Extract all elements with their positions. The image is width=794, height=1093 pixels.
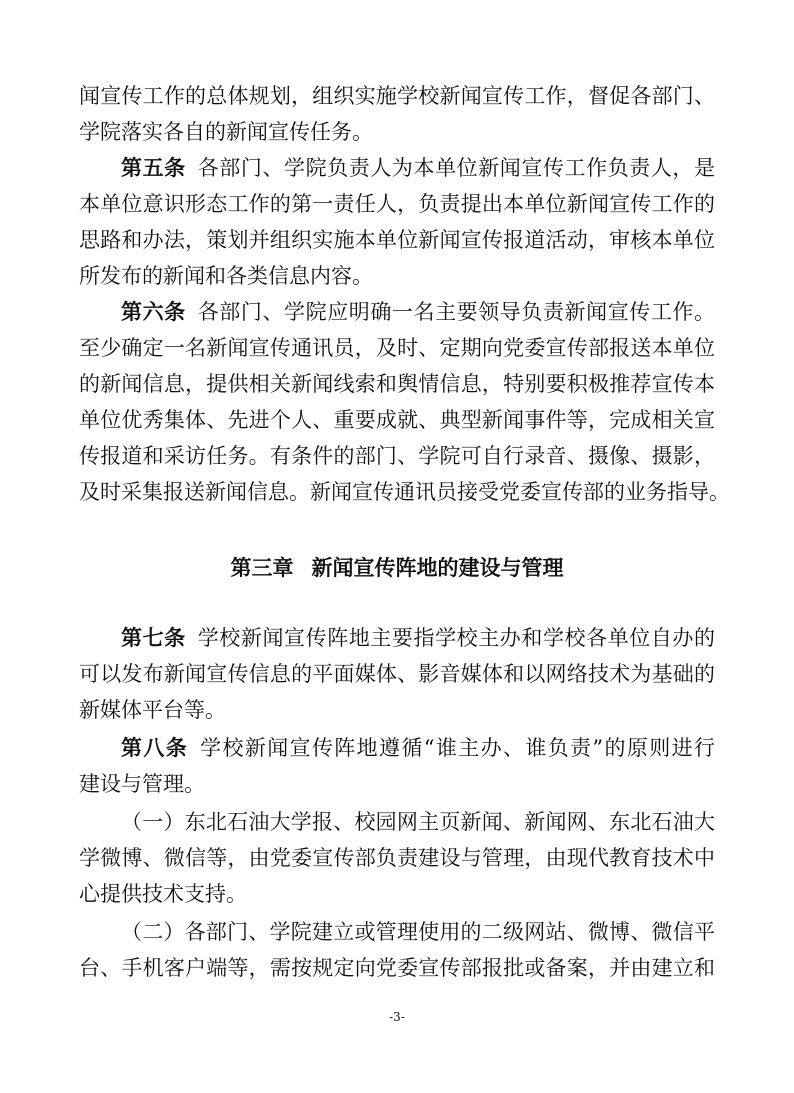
article-label: 第六条 <box>121 300 186 324</box>
paragraph-line: 的新闻信息，提供相关新闻线索和舆情信息，特别要积极推荐宣传本 <box>79 372 715 396</box>
article-6-first-line <box>121 294 715 330</box>
article-7-first-line <box>121 620 715 656</box>
chapter-title: 新闻宣传阵地的建设与管理 <box>311 556 564 580</box>
paragraph-line: 单位优秀集体、先进个人、重要成就、典型新闻事件等，完成相关宣 <box>79 408 715 432</box>
article-label: 第五条 <box>121 156 186 180</box>
paragraph-line: 思路和办法，策划并组织实施本单位新闻宣传报道活动，审核本单位 <box>79 228 715 252</box>
article-8-first-line <box>121 730 715 766</box>
paragraph-line: 学微博、微信等，由党委宣传部负责建设与管理，由现代教育技术中 <box>79 846 715 870</box>
paragraph-text: 学校新闻宣传阵地主要指学校主办和学校各单位自办的 <box>197 626 716 650</box>
paragraph-text: 学校新闻宣传阵地遵循“谁主办、谁负责”的原则进行 <box>200 736 715 760</box>
paragraph-text: 各部门、学院应明确一名主要领导负责新闻宣传工作。 <box>197 300 716 324</box>
article-5-first-line <box>121 150 715 186</box>
paragraph-line: 可以发布新闻宣传信息的平面媒体、影音媒体和以网络技术为基础的 <box>79 662 715 686</box>
paragraph-line: 闻宣传工作的总体规划，组织实施学校新闻宣传工作，督促各部门、 <box>79 84 715 108</box>
article-label: 第八条 <box>121 736 189 760</box>
paragraph-line: 至少确定一名新闻宣传通讯员，及时、定期向党委宣传部报送本单位 <box>79 336 715 360</box>
list-item-first-line: （一）东北石油大学报、校园网主页新闻、新闻网、东北石油大 <box>121 810 715 834</box>
paragraph-line: 建设与管理。 <box>79 772 205 796</box>
paragraph-text: 各部门、学院负责人为本单位新闻宣传工作负责人，是 <box>197 156 716 180</box>
chapter-number: 第三章 <box>230 556 294 580</box>
article-label: 第七条 <box>121 626 186 650</box>
paragraph-line: 所发布的新闻和各类信息内容。 <box>79 264 373 288</box>
page-number: -3- <box>389 1010 405 1024</box>
paragraph-line: 本单位意识形态工作的第一责任人，负责提出本单位新闻宣传工作的 <box>79 192 715 216</box>
paragraph-line: 及时采集报送新闻信息。新闻宣传通讯员接受党委宣传部的业务指导。 <box>79 480 730 504</box>
paragraph-line: 台、手机客户端等，需按规定向党委宣传部报批或备案，并由建立和 <box>79 956 715 980</box>
paragraph-line: 心提供技术支持。 <box>79 882 247 906</box>
paragraph-line: 学院落实各自的新闻宣传任务。 <box>79 120 373 144</box>
list-item-first-line: （二）各部门、学院建立或管理使用的二级网站、微博、微信平 <box>121 920 715 944</box>
paragraph-line: 新媒体平台等。 <box>79 698 226 722</box>
chapter-heading <box>0 550 794 586</box>
paragraph-line: 传报道和采访任务。有条件的部门、学院可自行录音、摄像、摄影， <box>79 444 715 468</box>
